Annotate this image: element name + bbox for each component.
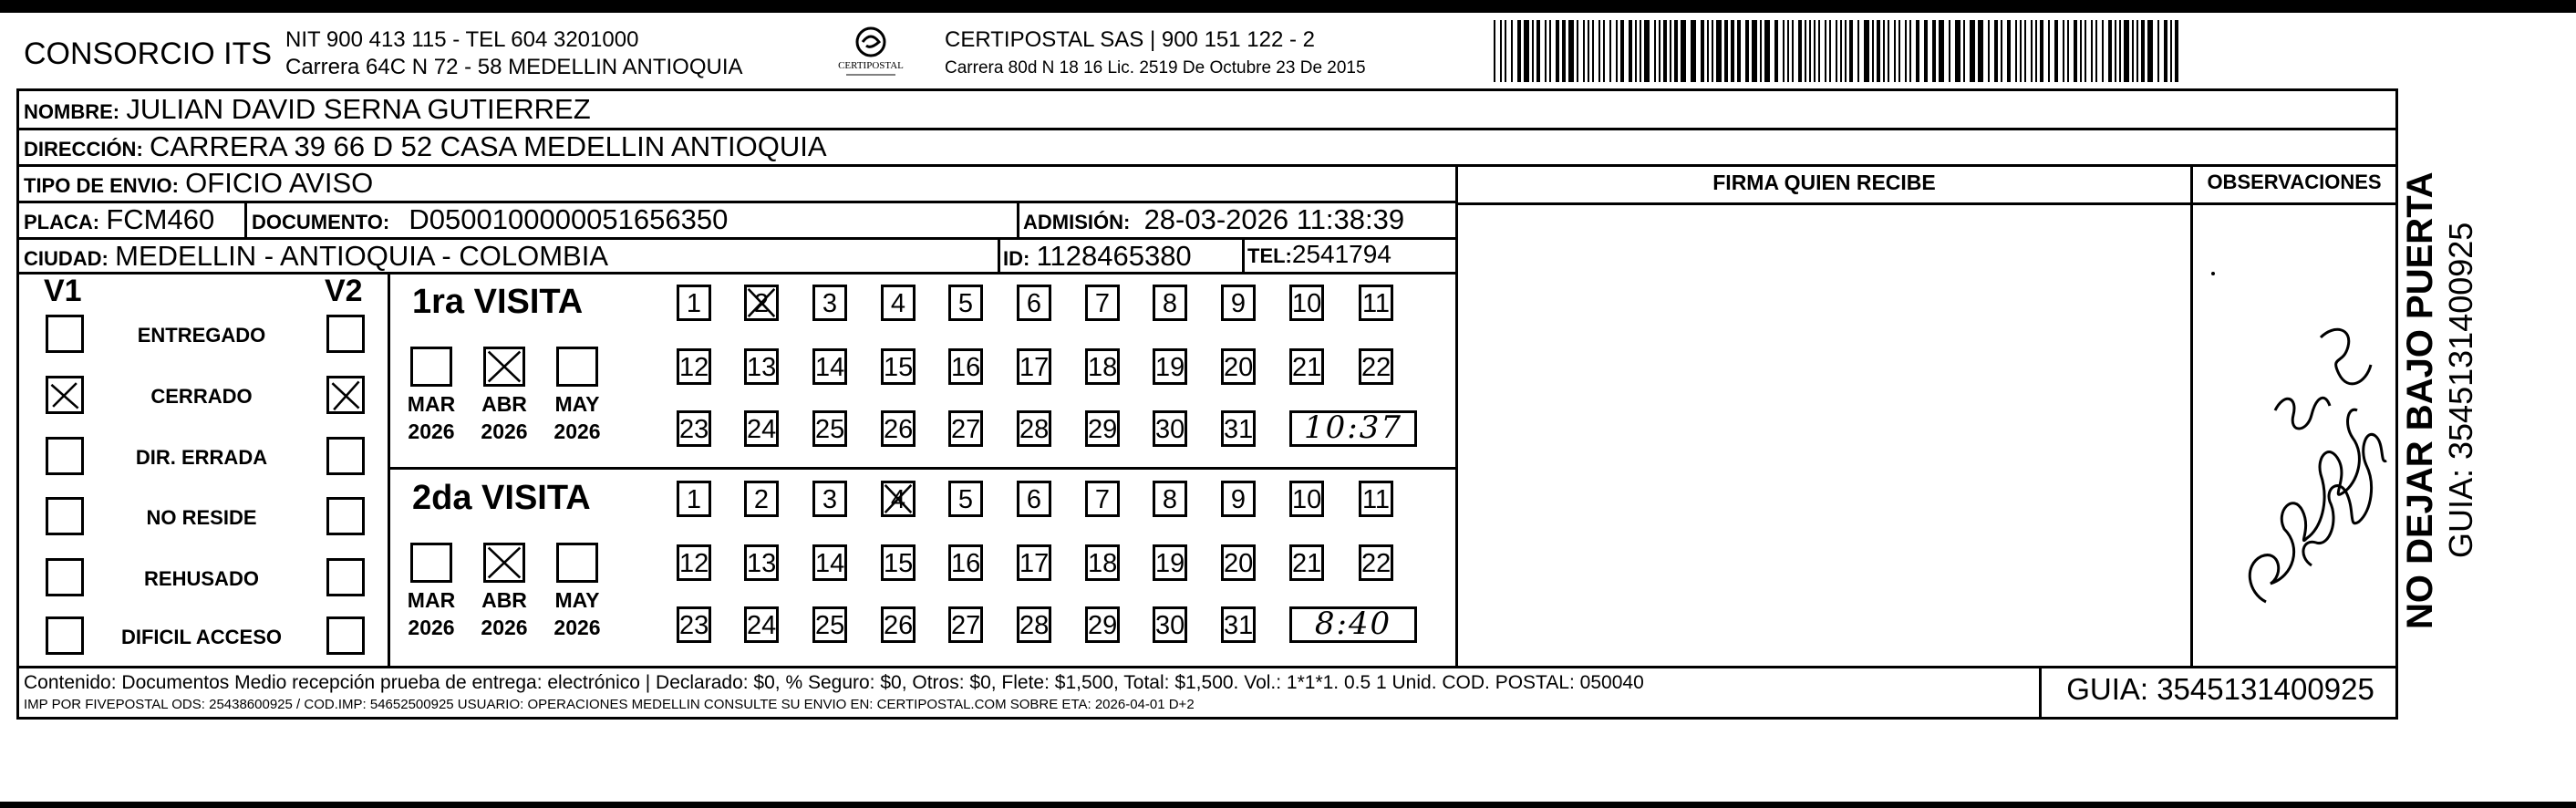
tipo-envio-row xyxy=(24,167,373,200)
day-number: 19 xyxy=(1155,549,1185,578)
direccion-value: CARRERA 39 66 D 52 CASA MEDELLIN ANTIOQUIA xyxy=(150,130,827,162)
day-number: 23 xyxy=(679,611,709,640)
day-checkbox[interactable] xyxy=(948,348,983,385)
visit-title: 1ra VISITA xyxy=(412,283,584,321)
day-checkbox[interactable] xyxy=(1221,285,1256,321)
day-number: 20 xyxy=(1224,353,1254,382)
day-number: 8 xyxy=(1162,289,1178,318)
day-number: 16 xyxy=(951,549,981,578)
year-label: 2026 xyxy=(408,616,455,639)
id-value: 1128465380 xyxy=(1036,240,1192,272)
no-dejar-bajo-puerta: NO DEJAR BAJO PUERTA xyxy=(2400,171,2440,629)
month-label: ABR xyxy=(481,392,527,416)
day-checkbox[interactable] xyxy=(677,285,711,321)
day-number: 8 xyxy=(1162,485,1178,514)
direccion-label: DIRECCIÓN: xyxy=(24,138,143,161)
day-number: 7 xyxy=(1094,289,1111,318)
day-checkbox[interactable] xyxy=(948,410,983,447)
day-number: 17 xyxy=(1019,549,1050,578)
day-number: 26 xyxy=(884,611,914,640)
day-checkbox[interactable] xyxy=(1017,606,1051,643)
year-label: 2026 xyxy=(408,420,455,443)
v2-checkbox[interactable] xyxy=(326,616,365,655)
day-number: 3 xyxy=(822,485,838,514)
day-number: 18 xyxy=(1088,353,1118,382)
day-number: 19 xyxy=(1155,353,1185,382)
day-number: 31 xyxy=(1224,611,1254,640)
time-box[interactable] xyxy=(1289,606,1417,643)
day-number: 13 xyxy=(747,353,777,382)
placa-row xyxy=(24,203,214,236)
side-guia: GUIA: 3545131400925 xyxy=(2442,222,2479,558)
day-number: 9 xyxy=(1230,289,1247,318)
day-number: 22 xyxy=(1361,549,1391,578)
year-label: 2026 xyxy=(481,616,528,639)
day-number: 14 xyxy=(815,353,845,382)
day-number: 30 xyxy=(1155,611,1185,640)
day-checkbox[interactable] xyxy=(1221,410,1256,447)
month-checkbox[interactable] xyxy=(483,347,525,387)
day-checkbox[interactable] xyxy=(1359,348,1393,385)
day-checkbox[interactable] xyxy=(948,606,983,643)
nit-line: NIT 900 413 115 - TEL 604 3201000 xyxy=(285,27,639,52)
company-address: Carrera 64C N 72 - 58 MEDELLIN ANTIOQUIA xyxy=(285,55,743,79)
day-checkbox[interactable] xyxy=(812,285,847,321)
day-checkbox[interactable] xyxy=(744,544,779,581)
day-number: 25 xyxy=(815,611,845,640)
tel-value: 2541794 xyxy=(1291,240,1391,268)
day-number: 11 xyxy=(1361,289,1391,318)
v2-checkbox[interactable] xyxy=(326,376,365,414)
tipo-envio-label: TIPO DE ENVIO: xyxy=(24,174,179,197)
barcode xyxy=(1494,20,2187,86)
day-number: 15 xyxy=(884,353,914,382)
day-number: 2 xyxy=(753,289,770,318)
month-checkbox[interactable] xyxy=(483,543,525,583)
status-option-label: NO RESIDE xyxy=(146,506,257,529)
time-box[interactable] xyxy=(1289,410,1417,447)
day-checkbox[interactable] xyxy=(1221,606,1256,643)
day-checkbox[interactable] xyxy=(1153,544,1187,581)
month-label: MAY xyxy=(554,588,600,612)
firma-header: FIRMA QUIEN RECIBE xyxy=(1712,171,1936,194)
bottom-border xyxy=(0,802,2576,808)
day-checkbox[interactable] xyxy=(744,606,779,643)
day-number: 2 xyxy=(753,485,770,514)
v1-checkbox[interactable] xyxy=(46,437,84,475)
day-number: 17 xyxy=(1019,353,1050,382)
day-checkbox[interactable] xyxy=(677,481,711,517)
day-number: 4 xyxy=(890,485,906,514)
footer-contenido: Contenido: Documentos Medio recepción prueba de entrega: electrónico | Declarado: $0, % Seguro: $0, Otros: $0, Flete: $1,500, Total: $1,500. Vol.: 1*1*1. 0.5 1 Unid. COD. POSTAL: 050040 xyxy=(24,672,1644,693)
day-number: 5 xyxy=(957,485,974,514)
day-number: 22 xyxy=(1361,353,1391,382)
day-checkbox[interactable] xyxy=(1221,348,1256,385)
month-checkbox[interactable] xyxy=(410,543,452,583)
day-number: 10 xyxy=(1292,289,1322,318)
day-checkbox[interactable] xyxy=(744,481,779,517)
day-checkbox[interactable] xyxy=(812,348,847,385)
status-option-label: DIR. ERRADA xyxy=(135,446,268,469)
day-checkbox[interactable] xyxy=(1085,544,1120,581)
day-checkbox[interactable] xyxy=(1221,544,1256,581)
v1-label: V1 xyxy=(44,274,82,308)
direccion-row xyxy=(24,130,827,163)
tipo-envio-value: OFICIO AVISO xyxy=(185,167,374,199)
day-checkbox[interactable] xyxy=(812,410,847,447)
day-checkbox[interactable] xyxy=(1153,606,1187,643)
month-label: MAR xyxy=(407,588,456,612)
day-number: 28 xyxy=(1019,611,1050,640)
day-number: 24 xyxy=(747,415,777,444)
year-label: 2026 xyxy=(553,420,601,443)
v2-checkbox[interactable] xyxy=(326,437,365,475)
documento-value: D0500100000051656350 xyxy=(409,203,729,235)
v1-checkbox[interactable] xyxy=(46,376,84,414)
day-number: 24 xyxy=(747,611,777,640)
id-row xyxy=(1003,240,1192,273)
day-number: 6 xyxy=(1026,289,1042,318)
day-number: 12 xyxy=(679,549,709,578)
day-checkbox[interactable] xyxy=(812,481,847,517)
day-checkbox[interactable] xyxy=(881,410,916,447)
day-checkbox[interactable] xyxy=(744,285,779,321)
status-option-label: DIFICIL ACCESO xyxy=(120,626,282,648)
day-number: 14 xyxy=(815,549,845,578)
day-checkbox[interactable] xyxy=(1017,348,1051,385)
day-checkbox[interactable] xyxy=(677,606,711,643)
ciudad-row xyxy=(24,240,608,273)
day-checkbox[interactable] xyxy=(1359,481,1393,517)
day-checkbox[interactable] xyxy=(1085,285,1120,321)
day-checkbox[interactable] xyxy=(881,606,916,643)
month-label: MAR xyxy=(407,392,456,416)
courier-line: CERTIPOSTAL SAS | 900 151 122 - 2 xyxy=(945,27,1315,52)
handwritten-time: 8:40 xyxy=(1314,606,1392,642)
v1-checkbox[interactable] xyxy=(46,497,84,535)
day-checkbox[interactable] xyxy=(1289,348,1324,385)
day-checkbox[interactable] xyxy=(948,544,983,581)
day-number: 27 xyxy=(951,611,981,640)
day-checkbox[interactable] xyxy=(677,348,711,385)
day-checkbox[interactable] xyxy=(1359,544,1393,581)
day-checkbox[interactable] xyxy=(881,348,916,385)
day-number: 23 xyxy=(679,415,709,444)
status-option-label: REHUSADO xyxy=(144,567,259,590)
tel-label: TEL: xyxy=(1247,244,1292,267)
year-label: 2026 xyxy=(553,616,601,639)
day-number: 10 xyxy=(1292,485,1322,514)
documento-row xyxy=(252,203,728,236)
day-number: 30 xyxy=(1155,415,1185,444)
day-checkbox[interactable] xyxy=(677,544,711,581)
day-number: 16 xyxy=(951,353,981,382)
month-label: ABR xyxy=(481,588,527,612)
v2-checkbox[interactable] xyxy=(326,315,365,353)
nombre-label: NOMBRE: xyxy=(24,100,120,123)
v1-checkbox[interactable] xyxy=(46,558,84,596)
month-label: MAY xyxy=(554,392,600,416)
admision-label: ADMISIÓN: xyxy=(1023,211,1131,233)
day-number: 15 xyxy=(884,549,914,578)
nombre-row xyxy=(24,93,591,126)
day-checkbox[interactable] xyxy=(1153,410,1187,447)
day-checkbox[interactable] xyxy=(1085,410,1120,447)
day-checkbox[interactable] xyxy=(1289,544,1324,581)
company-name: CONSORCIO ITS xyxy=(24,36,273,71)
day-number: 1 xyxy=(686,289,702,318)
day-number: 29 xyxy=(1088,415,1118,444)
day-number: 20 xyxy=(1224,549,1254,578)
observaciones-header: OBSERVACIONES xyxy=(2207,171,2382,193)
v2-label: V2 xyxy=(325,274,363,308)
ciudad-label: CIUDAD: xyxy=(24,247,109,270)
v2-checkbox[interactable] xyxy=(326,497,365,535)
day-checkbox[interactable] xyxy=(1153,285,1187,321)
day-checkbox[interactable] xyxy=(1017,481,1051,517)
day-checkbox[interactable] xyxy=(812,544,847,581)
footer-guia: GUIA: 3545131400925 xyxy=(2066,672,2374,706)
day-number: 29 xyxy=(1088,611,1118,640)
day-checkbox[interactable] xyxy=(948,481,983,517)
day-number: 25 xyxy=(815,415,845,444)
day-checkbox[interactable] xyxy=(1153,481,1187,517)
handwritten-time: 10:37 xyxy=(1304,409,1402,446)
admision-value: 28-03-2026 11:38:39 xyxy=(1143,203,1405,235)
day-checkbox[interactable] xyxy=(1085,606,1120,643)
logo-text: CERTIPOSTAL xyxy=(838,60,904,71)
header xyxy=(16,20,2396,88)
day-number: 1 xyxy=(686,485,702,514)
day-number: 27 xyxy=(951,415,981,444)
handwritten-observation xyxy=(2193,237,2394,657)
day-checkbox[interactable] xyxy=(881,481,916,517)
tel-row xyxy=(1247,240,1391,269)
courier-address: Carrera 80d N 18 16 Lic. 2519 De Octubre 23 De 2015 xyxy=(945,58,1366,78)
day-checkbox[interactable] xyxy=(1289,285,1324,321)
day-checkbox[interactable] xyxy=(1017,544,1051,581)
admision-row xyxy=(1023,203,1404,236)
year-label: 2026 xyxy=(481,420,528,443)
id-label: ID: xyxy=(1003,247,1030,270)
v2-checkbox[interactable] xyxy=(326,558,365,596)
day-checkbox[interactable] xyxy=(948,285,983,321)
month-checkbox[interactable] xyxy=(556,543,598,583)
day-checkbox[interactable] xyxy=(1221,481,1256,517)
day-checkbox[interactable] xyxy=(1359,285,1393,321)
v1-checkbox[interactable] xyxy=(46,616,84,655)
day-checkbox[interactable] xyxy=(1085,481,1120,517)
day-checkbox[interactable] xyxy=(1017,410,1051,447)
placa-label: PLACA: xyxy=(24,211,100,233)
day-checkbox[interactable] xyxy=(1085,348,1120,385)
day-number: 28 xyxy=(1019,415,1050,444)
day-number: 3 xyxy=(822,289,838,318)
day-number: 13 xyxy=(747,549,777,578)
day-checkbox[interactable] xyxy=(881,285,916,321)
month-checkbox[interactable] xyxy=(556,347,598,387)
day-checkbox[interactable] xyxy=(1289,481,1324,517)
footer-imp: IMP POR FIVEPOSTAL ODS: 25438600925 / COD.IMP: 54652500925 USUARIO: OPERACIONES MEDELLIN CONSULTE SU ENVIO EN: CERTIPOSTAL.COM SOBRE ETA: 2026-04-01 D+2 xyxy=(24,697,1195,712)
v1-checkbox[interactable] xyxy=(46,315,84,353)
day-checkbox[interactable] xyxy=(1017,285,1051,321)
placa-value: FCM460 xyxy=(106,203,215,235)
day-checkbox[interactable] xyxy=(744,348,779,385)
day-number: 12 xyxy=(679,353,709,382)
visit-title: 2da VISITA xyxy=(412,479,591,517)
day-number: 21 xyxy=(1292,353,1322,382)
day-checkbox[interactable] xyxy=(1153,348,1187,385)
status-option-label: CERRADO xyxy=(150,385,253,408)
day-checkbox[interactable] xyxy=(812,606,847,643)
day-checkbox[interactable] xyxy=(677,410,711,447)
day-number: 18 xyxy=(1088,549,1118,578)
day-number: 6 xyxy=(1026,485,1042,514)
nombre-value: JULIAN DAVID SERNA GUTIERREZ xyxy=(126,93,591,125)
day-number: 5 xyxy=(957,289,974,318)
status-option-label: ENTREGADO xyxy=(137,324,266,347)
day-checkbox[interactable] xyxy=(881,544,916,581)
top-border xyxy=(0,0,2576,13)
documento-label: DOCUMENTO: xyxy=(252,211,390,233)
day-number: 11 xyxy=(1361,485,1391,514)
day-number: 4 xyxy=(890,289,906,318)
day-number: 21 xyxy=(1292,549,1322,578)
day-number: 26 xyxy=(884,415,914,444)
day-number: 31 xyxy=(1224,415,1254,444)
day-number: 9 xyxy=(1230,485,1247,514)
certipostal-logo xyxy=(830,26,912,80)
ciudad-value: MEDELLIN - ANTIOQUIA - COLOMBIA xyxy=(115,240,609,272)
day-number: 7 xyxy=(1094,485,1111,514)
month-checkbox[interactable] xyxy=(410,347,452,387)
day-checkbox[interactable] xyxy=(744,410,779,447)
